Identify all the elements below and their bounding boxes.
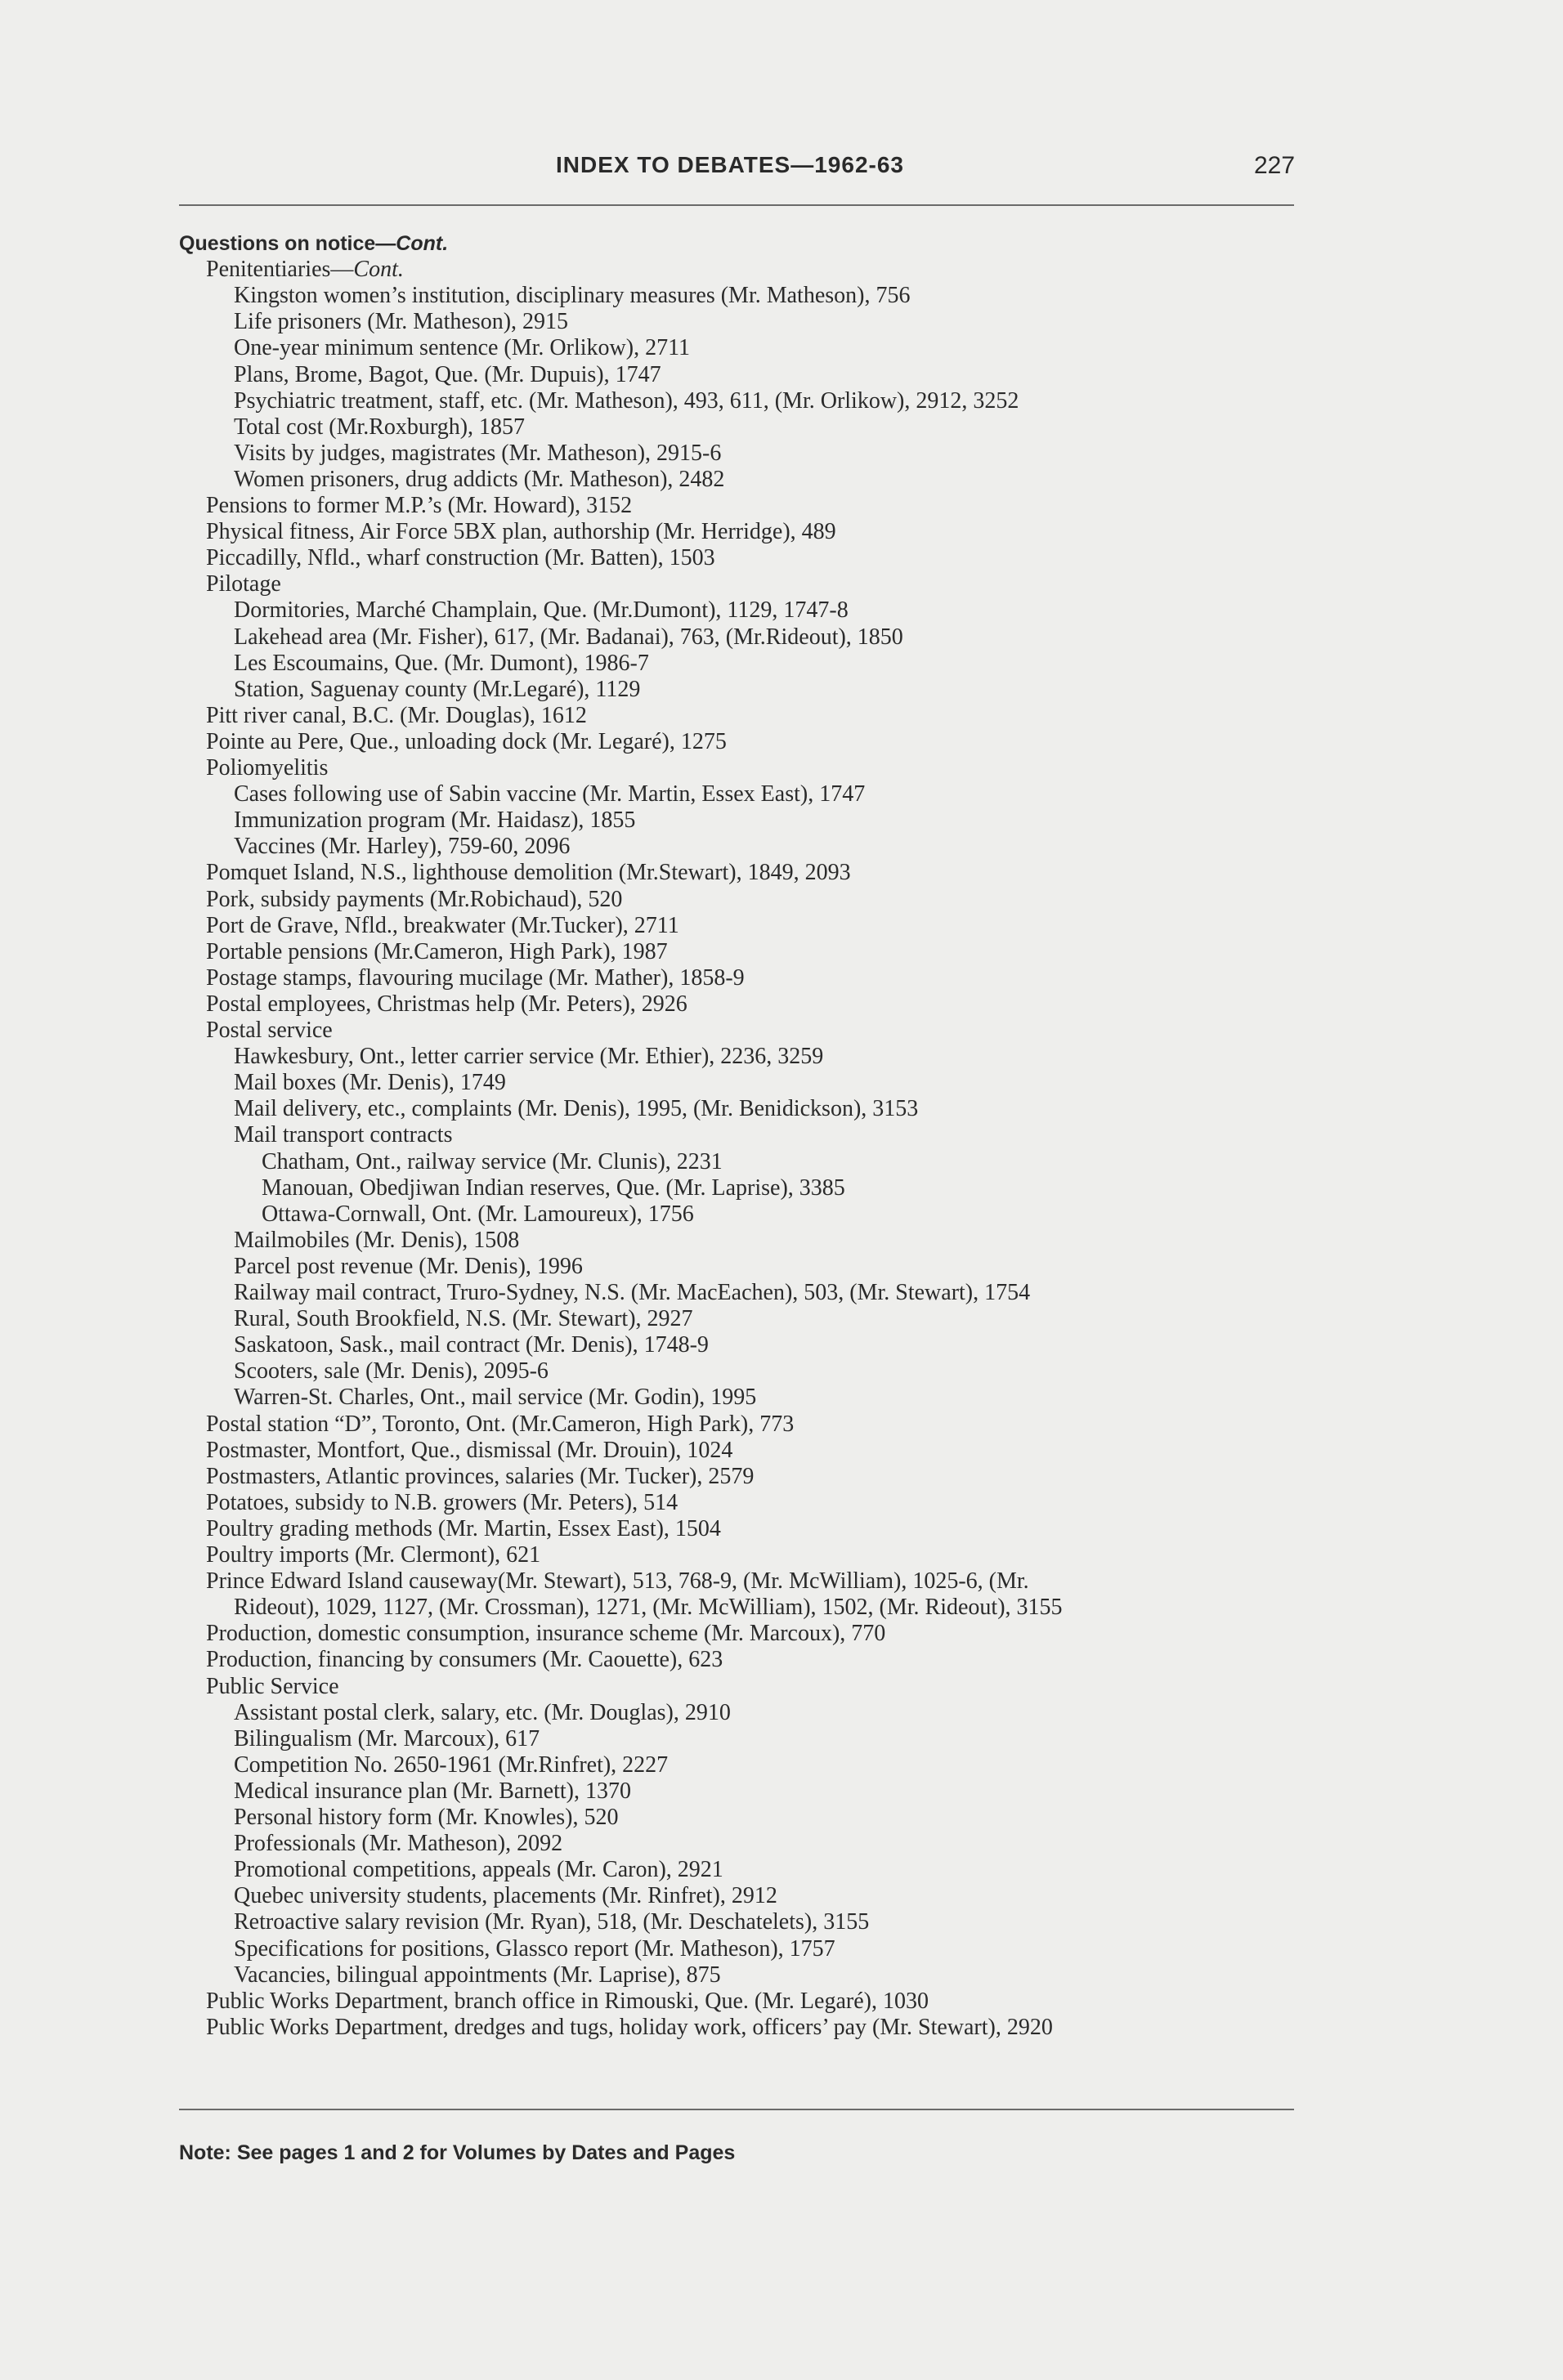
index-entry: Railway mail contract, Truro-Sydney, N.S. (Mr. MacEachen), 503, (Mr. Stewart), 1754 xyxy=(234,1280,1031,1305)
index-entry: Public Works Department, branch office in Rimouski, Que. (Mr. Legaré), 1030 xyxy=(206,1989,929,2014)
index-entry: Quebec university students, placements (Mr. Rinfret), 2912 xyxy=(234,1883,777,1908)
index-entry: Mail transport contracts xyxy=(234,1122,453,1148)
index-entry: Production, domestic consumption, insurance scheme (Mr. Marcoux), 770 xyxy=(206,1621,886,1646)
index-entry: Poultry imports (Mr. Clermont), 621 xyxy=(206,1542,541,1568)
index-entry: Bilingualism (Mr. Marcoux), 617 xyxy=(234,1726,540,1751)
index-entry: Portable pensions (Mr.Cameron, High Park), 1987 xyxy=(206,939,668,964)
index-entry: Public Works Department, dredges and tugs, holiday work, officers’ pay (Mr. Stewart), 2920 xyxy=(206,2015,1053,2040)
index-entry: Les Escoumains, Que. (Mr. Dumont), 1986-7 xyxy=(234,651,649,676)
index-entry: Pointe au Pere, Que., unloading dock (Mr. Legaré), 1275 xyxy=(206,729,727,754)
index-entry: Rural, South Brookfield, N.S. (Mr. Stewart), 2927 xyxy=(234,1306,693,1331)
page-number: 227 xyxy=(1254,152,1296,179)
footer-note: Note: See pages 1 and 2 for Volumes by Dates and Pages xyxy=(179,2141,736,2164)
index-entry: Prince Edward Island causeway(Mr. Stewart), 513, 768-9, (Mr. McWilliam), 1025-6, (Mr. xyxy=(206,1568,1029,1594)
index-entry: Potatoes, subsidy to N.B. growers (Mr. Peters), 514 xyxy=(206,1490,678,1515)
index-entry: Vacancies, bilingual appointments (Mr. Laprise), 875 xyxy=(234,1962,721,1988)
index-entry: Penitentiaries—Cont. xyxy=(206,257,404,282)
index-entry: Postmasters, Atlantic provinces, salaries (Mr. Tucker), 2579 xyxy=(206,1464,755,1489)
index-entry: Personal history form (Mr. Knowles), 520 xyxy=(234,1805,619,1830)
index-entry: Rideout), 1029, 1127, (Mr. Crossman), 1271, (Mr. McWilliam), 1502, (Mr. Rideout), 3155 xyxy=(234,1595,1063,1620)
index-entry: Ottawa-Cornwall, Ont. (Mr. Lamoureux), 1756 xyxy=(262,1201,694,1227)
index-entry: Promotional competitions, appeals (Mr. Caron), 2921 xyxy=(234,1857,723,1882)
index-entry: Saskatoon, Sask., mail contract (Mr. Denis), 1748-9 xyxy=(234,1332,709,1358)
index-entry: Poultry grading methods (Mr. Martin, Essex East), 1504 xyxy=(206,1516,721,1541)
index-entry: Pensions to former M.P.’s (Mr. Howard), 3152 xyxy=(206,493,633,518)
index-entry: Scooters, sale (Mr. Denis), 2095-6 xyxy=(234,1358,549,1384)
index-entry: Women prisoners, drug addicts (Mr. Matheson), 2482 xyxy=(234,467,725,492)
index-entry: Assistant postal clerk, salary, etc. (Mr. Douglas), 2910 xyxy=(234,1700,731,1725)
footer-divider xyxy=(179,2109,1294,2110)
index-entry: Cases following use of Sabin vaccine (Mr. Martin, Essex East), 1747 xyxy=(234,781,866,807)
index-entry: Competition No. 2650-1961 (Mr.Rinfret), 2227 xyxy=(234,1752,669,1778)
index-entry: Psychiatric treatment, staff, etc. (Mr. Matheson), 493, 611, (Mr. Orlikow), 2912, 3252 xyxy=(234,388,1019,414)
index-entry: Postal employees, Christmas help (Mr. Peters), 2926 xyxy=(206,991,687,1017)
index-entry: Physical fitness, Air Force 5BX plan, authorship (Mr. Herridge), 489 xyxy=(206,519,836,544)
index-entry: Port de Grave, Nfld., breakwater (Mr.Tucker), 2711 xyxy=(206,913,679,938)
index-entry: Vaccines (Mr. Harley), 759-60, 2096 xyxy=(234,834,571,859)
index-entry: Retroactive salary revision (Mr. Ryan), 518, (Mr. Deschatelets), 3155 xyxy=(234,1909,870,1935)
index-entry: Station, Saguenay county (Mr.Legaré), 1129 xyxy=(234,677,641,702)
index-entry: Lakehead area (Mr. Fisher), 617, (Mr. Badanai), 763, (Mr.Rideout), 1850 xyxy=(234,624,903,650)
index-entry: Pomquet Island, N.S., lighthouse demolition (Mr.Stewart), 1849, 2093 xyxy=(206,860,851,885)
index-entry: Life prisoners (Mr. Matheson), 2915 xyxy=(234,309,569,334)
index-entry: Postal service xyxy=(206,1018,333,1043)
index-entry: Manouan, Obedjiwan Indian reserves, Que. (Mr. Laprise), 3385 xyxy=(262,1175,845,1201)
index-entry: Immunization program (Mr. Haidasz), 1855 xyxy=(234,808,636,833)
index-entry: Production, financing by consumers (Mr. Caouette), 623 xyxy=(206,1647,723,1672)
index-entry: Chatham, Ont., railway service (Mr. Clunis), 2231 xyxy=(262,1149,723,1174)
index-entry: Piccadilly, Nfld., wharf construction (Mr. Batten), 1503 xyxy=(206,545,715,570)
index-entry: Medical insurance plan (Mr. Barnett), 1370 xyxy=(234,1778,631,1804)
index-entry: Pilotage xyxy=(206,571,281,597)
index-entry: Postal station “D”, Toronto, Ont. (Mr.Cameron, High Park), 773 xyxy=(206,1411,795,1437)
index-entry: Poliomyelitis xyxy=(206,755,329,781)
index-entry: Professionals (Mr. Matheson), 2092 xyxy=(234,1831,563,1856)
index-entry: Hawkesbury, Ont., letter carrier service (Mr. Ethier), 2236, 3259 xyxy=(234,1044,824,1069)
index-entry: One-year minimum sentence (Mr. Orlikow), 2711 xyxy=(234,335,691,360)
header-divider xyxy=(179,204,1294,206)
index-entry: Dormitories, Marché Champlain, Que. (Mr.Dumont), 1129, 1747-8 xyxy=(234,597,849,623)
section-heading: Questions on notice—Cont. xyxy=(179,232,449,255)
index-entry: Specifications for positions, Glassco report (Mr. Matheson), 1757 xyxy=(234,1936,835,1962)
index-entry: Total cost (Mr.Roxburgh), 1857 xyxy=(234,414,526,440)
index-entry: Visits by judges, magistrates (Mr. Matheson), 2915-6 xyxy=(234,441,722,466)
index-entry: Mailmobiles (Mr. Denis), 1508 xyxy=(234,1228,520,1253)
index-entry: Pitt river canal, B.C. (Mr. Douglas), 1612 xyxy=(206,703,587,728)
index-entry: Kingston women’s institution, disciplinary measures (Mr. Matheson), 756 xyxy=(234,283,911,308)
index-entry: Mail delivery, etc., complaints (Mr. Denis), 1995, (Mr. Benidickson), 3153 xyxy=(234,1096,919,1121)
index-entry: Warren-St. Charles, Ont., mail service (Mr. Godin), 1995 xyxy=(234,1385,757,1410)
index-entry: Parcel post revenue (Mr. Denis), 1996 xyxy=(234,1254,583,1279)
index-entry: Pork, subsidy payments (Mr.Robichaud), 520 xyxy=(206,887,623,912)
index-entry: Postmaster, Montfort, Que., dismissal (Mr. Drouin), 1024 xyxy=(206,1438,733,1463)
index-entry: Public Service xyxy=(206,1674,339,1699)
index-entry: Mail boxes (Mr. Denis), 1749 xyxy=(234,1070,506,1095)
index-entry: Postage stamps, flavouring mucilage (Mr. Mather), 1858-9 xyxy=(206,965,745,991)
page-title: INDEX TO DEBATES—1962-63 xyxy=(556,152,904,177)
index-entry: Plans, Brome, Bagot, Que. (Mr. Dupuis), 1747 xyxy=(234,362,661,387)
